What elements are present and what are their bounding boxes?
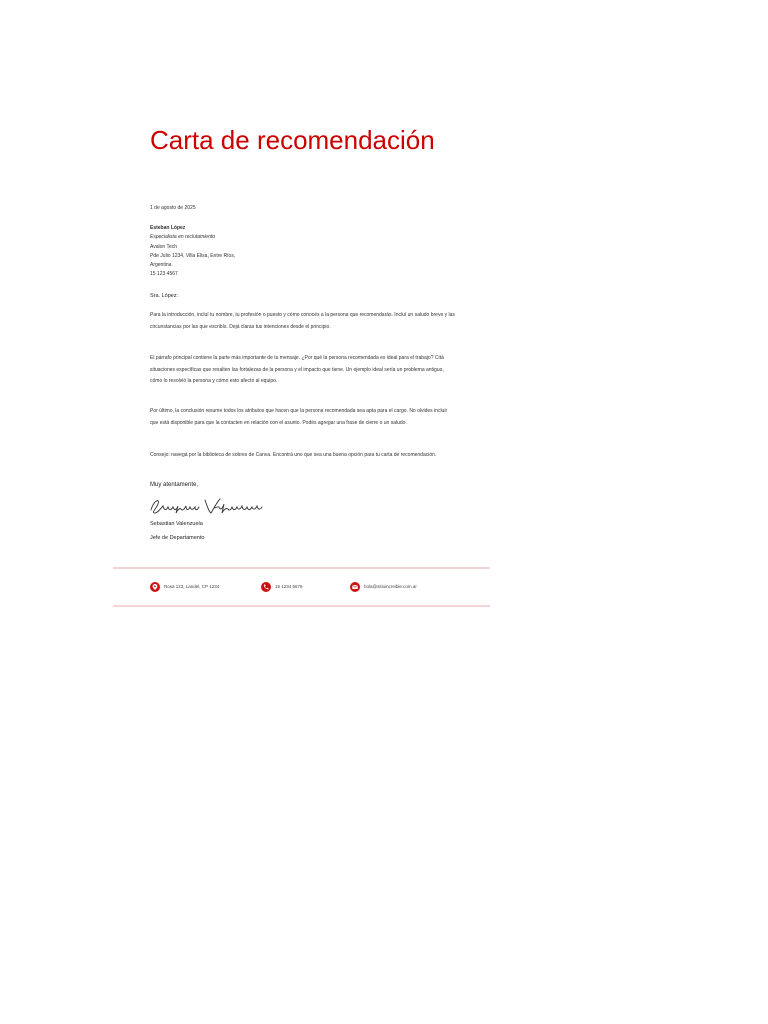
- letter-title: Carta de recomendación: [150, 125, 435, 155]
- salutation: Sra. López:: [150, 293, 179, 299]
- footer-phone-text: 15 1234 5678: [275, 584, 303, 589]
- footer-email: [350, 582, 417, 592]
- closing-line: Muy atentamente,: [150, 482, 199, 488]
- recipient-phone: 15 123 4567: [150, 271, 178, 278]
- recipient-name: Esteban López: [150, 225, 186, 231]
- recipient-country: Argentina: [150, 262, 172, 269]
- paragraph-conclusion: Por último, la conclusión resume todos los atributos que hacen que la persona recomendada sea apta para el cargo. No olvides incluir que está disponible para que la contacten en relación con el asunto. Podés agregar una frase de cierre o un saludo.: [150, 408, 448, 426]
- signer-title: Jefe de Departamento: [150, 535, 205, 541]
- footer-address: [150, 582, 219, 592]
- footer-phone: [261, 582, 303, 592]
- handwritten-signature: [148, 494, 268, 518]
- paragraph-introduction: Para la introducción, incluí tu nombre, tu profesión o puesto y cómo conocés a la persona que recomendarás. Incluí un saludo breve y las circunstancias por las que escribís. Dejá claras tus intenciones desde el principio.: [150, 312, 455, 330]
- letter-date: 1 de agosto de 2025: [150, 205, 196, 211]
- recipient-street: Pde Julio 1234, Villa Elisa, Entre Ríos,: [150, 252, 236, 259]
- location-icon: [150, 582, 160, 592]
- recipient-company: Avalon Tech: [150, 243, 178, 250]
- footer-email-text[interactable]: hola@sitioincreible.com.ar: [364, 584, 417, 589]
- recipient-block: [150, 224, 235, 280]
- signer-name: Sebastian Valenzuela: [150, 521, 203, 527]
- paragraph-tip: Consejo: navegá por la biblioteca de sobres de Canva. Encontrá uno que sea una buena opción para tu carta de recomendación.: [150, 452, 437, 458]
- phone-icon: [261, 582, 271, 592]
- footer-rule-bottom: [113, 605, 490, 607]
- mail-icon: [350, 582, 360, 592]
- recipient-role: Especialista en reclutamiento: [150, 234, 216, 241]
- paragraph-body: El párrafo principal contiene la parte más importante de tu mensaje. ¿Por qué la persona recomendada es ideal para el trabajo? Citá situaciones específicas que resalten las fortalezas de la persona y el impacto que tiene. Un ejemplo ideal sería un problema antiguo, cómo lo resolvió la persona y cómo esto afectó al equipo.: [150, 355, 444, 384]
- footer-rule-top: [113, 567, 490, 569]
- footer-address-text: Rosa 123, Landel, CP 1234: [164, 584, 220, 589]
